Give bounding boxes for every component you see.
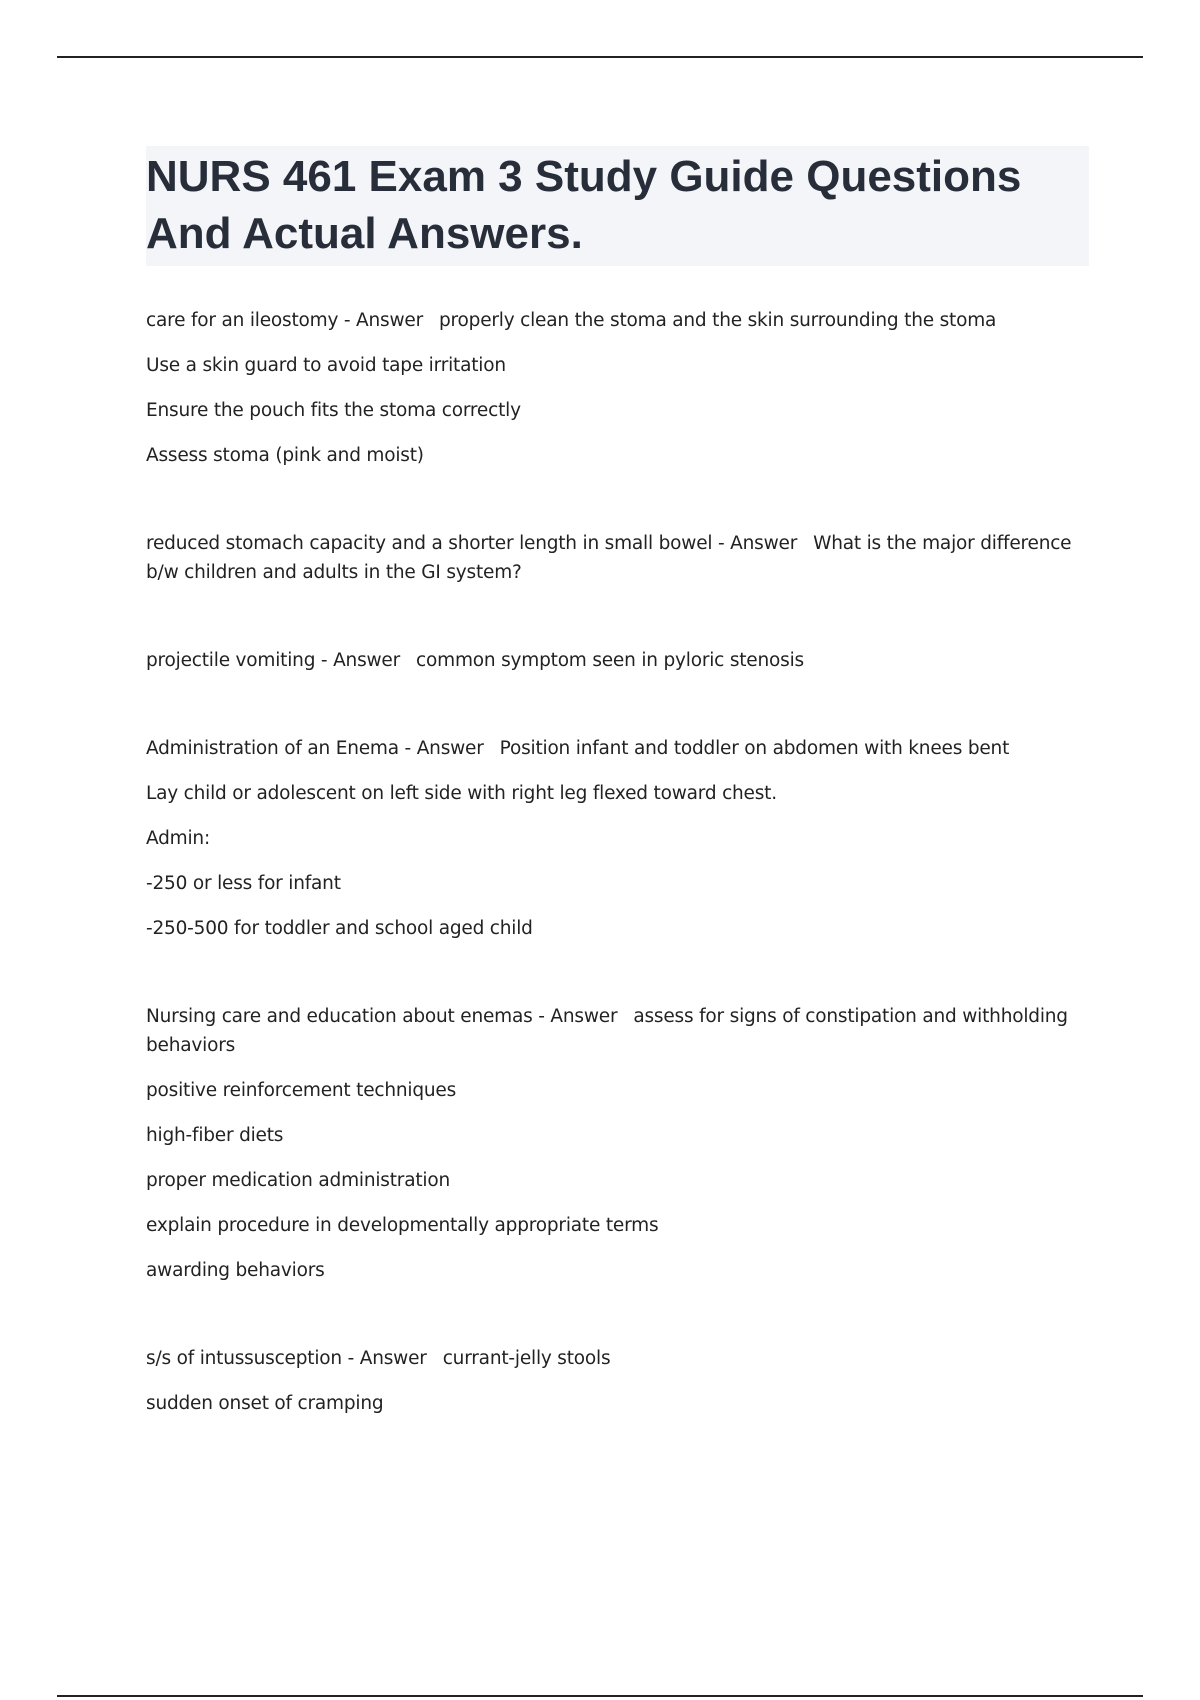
answer-line: awarding behaviors	[146, 1260, 325, 1281]
question-text: Administration of an Enema	[146, 738, 399, 759]
answer-text: What is the major difference b/w children and adults in the GI system?	[146, 533, 1072, 583]
answer-separator: - Answer	[315, 650, 401, 671]
document-title: NURS 461 Exam 3 Study Guide Questions And Actual Answers.	[146, 152, 1022, 258]
qa-first-line	[146, 1002, 1089, 1060]
question-text: Nursing care and education about enemas	[146, 1006, 533, 1027]
answer-line: -250 or less for infant	[146, 873, 341, 894]
question-text: projectile vomiting	[146, 650, 316, 671]
question-text: reduced stomach capacity and a shorter length in small bowel	[146, 533, 713, 554]
answer-separator: - Answer	[398, 738, 484, 759]
qa-first-line	[146, 306, 1089, 335]
answer-separator: - Answer	[338, 310, 423, 331]
qa-item	[146, 646, 1089, 675]
question-text: s/s of intussusception	[146, 1348, 342, 1369]
answer-text: Position infant and toddler on abdomen with knees bent	[499, 738, 1010, 759]
answer-line: Use a skin guard to avoid tape irritation	[146, 355, 506, 376]
qa-first-line	[146, 529, 1089, 587]
answer-line: proper medication administration	[146, 1170, 450, 1191]
answer-line: explain procedure in developmentally appropriate terms	[146, 1215, 659, 1236]
qa-item	[146, 529, 1089, 587]
answer-line: Lay child or adolescent on left side with right leg flexed toward chest.	[146, 783, 777, 804]
bottom-rule	[57, 1695, 1143, 1697]
answer-line: Assess stoma (pink and moist)	[146, 445, 424, 466]
answer-line: sudden onset of cramping	[146, 1393, 384, 1414]
qa-item	[146, 1002, 1089, 1285]
answer-line: positive reinforcement techniques	[146, 1080, 457, 1101]
answer-line: high-fiber diets	[146, 1125, 284, 1146]
title-banner	[146, 146, 1089, 266]
answer-text: properly clean the stoma and the skin surrounding the stoma	[438, 310, 997, 331]
qa-first-line	[146, 1344, 1089, 1373]
qa-first-line	[146, 646, 1089, 675]
question-text: care for an ileostomy	[146, 310, 339, 331]
qa-item	[146, 734, 1089, 943]
document-body	[146, 146, 1089, 1418]
answer-separator: - Answer	[341, 1348, 427, 1369]
answer-text: currant-jelly stools	[442, 1348, 611, 1369]
answer-line: -250-500 for toddler and school aged child	[146, 918, 533, 939]
answer-text: assess for signs of constipation and withholding behaviors	[146, 1006, 1068, 1056]
answer-text: common symptom seen in pyloric stenosis	[416, 650, 804, 671]
top-rule	[57, 56, 1143, 58]
answer-line: Admin:	[146, 828, 210, 849]
answer-line: Ensure the pouch fits the stoma correctly	[146, 400, 521, 421]
answer-separator: - Answer	[712, 533, 798, 554]
qa-item	[146, 306, 1089, 470]
qa-list	[146, 306, 1089, 1418]
qa-first-line	[146, 734, 1089, 763]
qa-item	[146, 1344, 1089, 1418]
answer-separator: - Answer	[532, 1006, 618, 1027]
